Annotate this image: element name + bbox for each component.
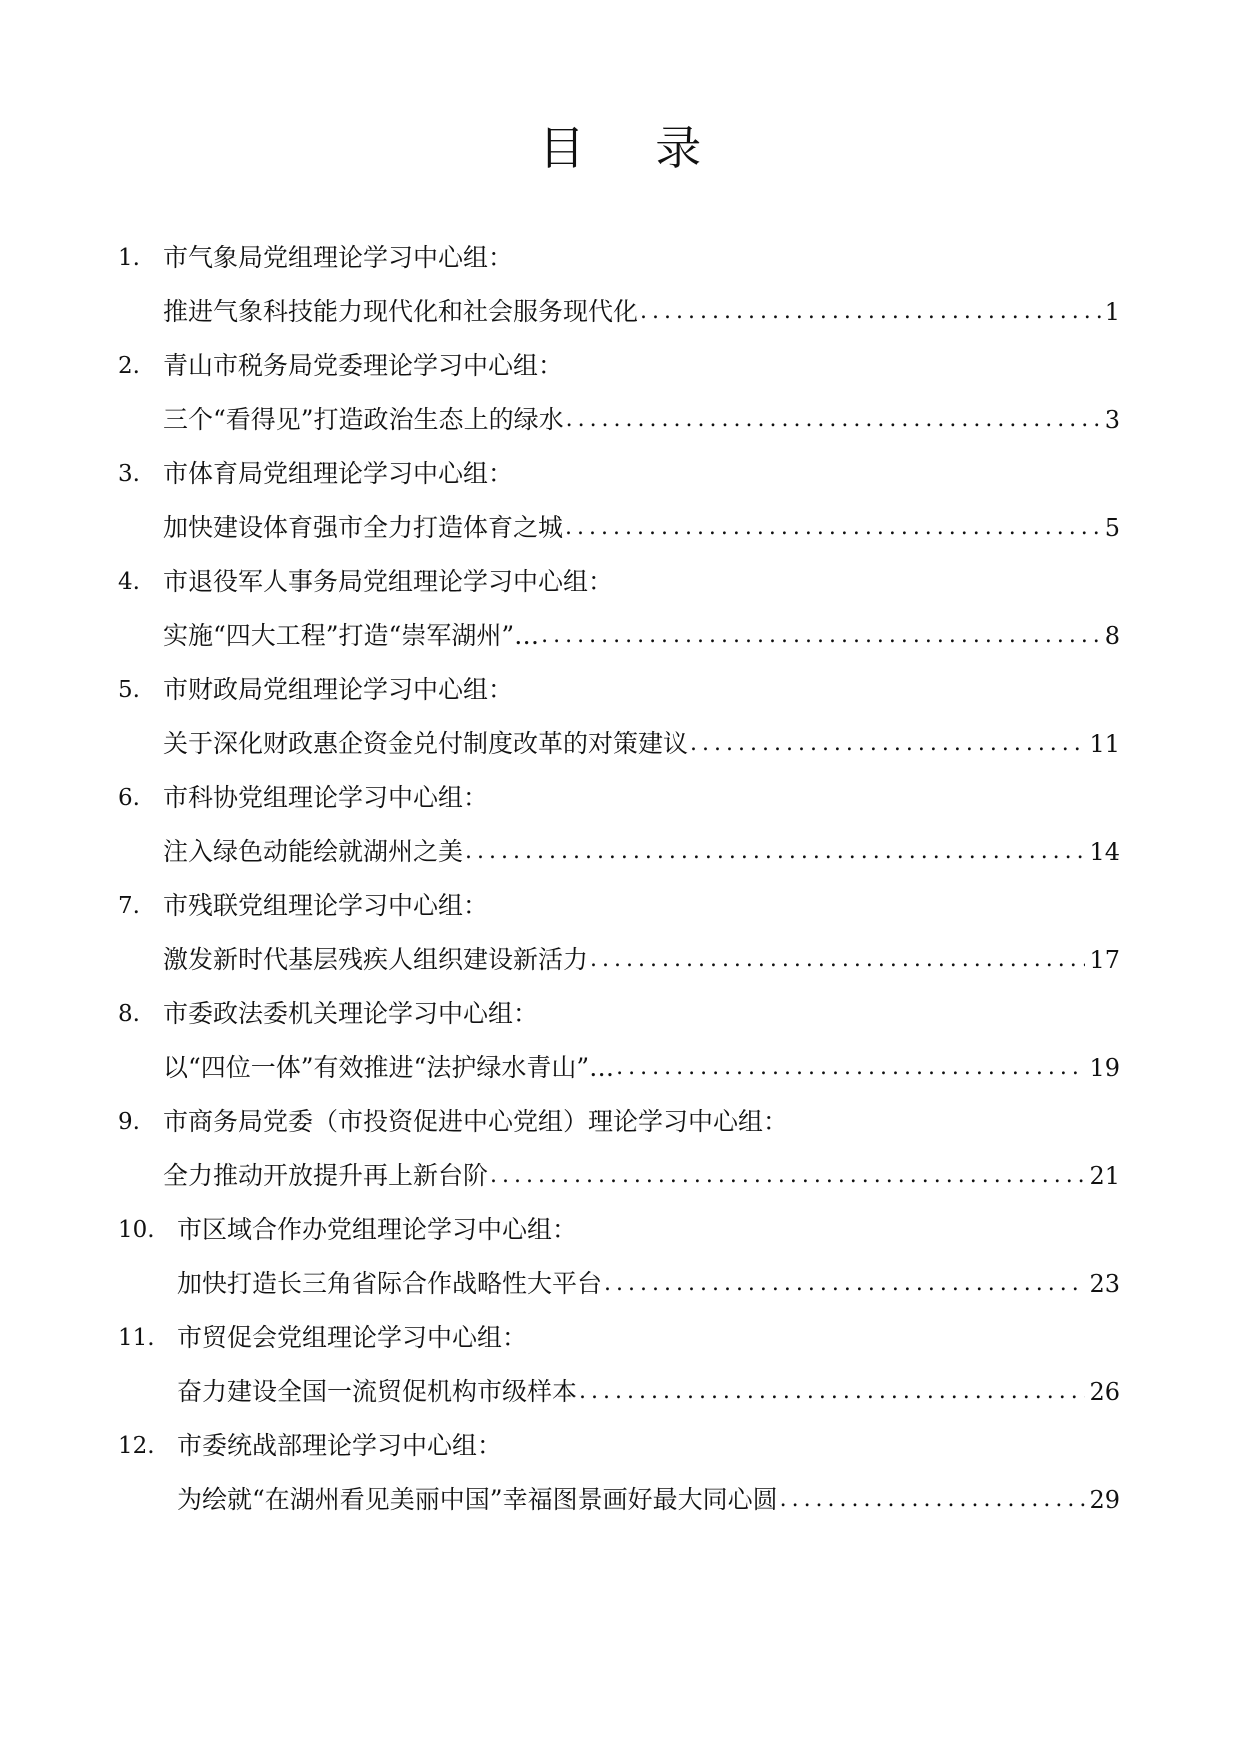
toc-entry-4[interactable] [0, 560, 1240, 668]
dot-leader [614, 1046, 1085, 1090]
page-title: 目 录 [538, 121, 730, 175]
toc-entry-number: 1. [118, 245, 140, 271]
toc-entry-2[interactable] [0, 344, 1240, 452]
toc-entry-organization: 市区域合作办党组理论学习中心组： [177, 1215, 578, 1244]
dot-leader [588, 938, 1085, 982]
toc-entry-page: 19 [1089, 1054, 1120, 1082]
toc-entry-page: 23 [1089, 1270, 1120, 1298]
dot-leader [488, 1154, 1085, 1198]
toc-entry-page: 21 [1089, 1162, 1120, 1190]
toc-entry-number: 10. [118, 1217, 155, 1243]
toc-entry-title[interactable]: 实施“四大工程”打造“崇军湖州”… [163, 621, 540, 650]
toc-entry-organization: 市财政局党组理论学习中心组： [163, 675, 514, 704]
toc-entry-organization: 青山市税务局党委理论学习中心组： [163, 351, 564, 380]
toc-entry-title[interactable]: 关于深化财政惠企资金兑付制度改革的对策建议 [163, 729, 689, 758]
toc-entry-number: 11. [118, 1325, 155, 1351]
toc-entry-number: 5. [118, 677, 140, 703]
toc-entry-organization: 市商务局党委（市投资促进中心党组）理论学习中心组： [163, 1107, 789, 1136]
toc-entry-title[interactable]: 激发新时代基层残疾人组织建设新活力 [163, 945, 589, 974]
toc-entry-title[interactable]: 推进气象科技能力现代化和社会服务现代化 [163, 297, 639, 326]
toc-entry-page: 29 [1089, 1486, 1120, 1514]
toc-entry-10[interactable] [0, 1208, 1240, 1316]
toc-entry-number: 3. [118, 461, 140, 487]
toc-entry-page: 17 [1089, 946, 1120, 974]
toc-entry-organization: 市贸促会党组理论学习中心组： [177, 1323, 528, 1352]
toc-entry-number: 8. [118, 1001, 140, 1027]
dot-leader [638, 290, 1101, 334]
toc-entry-1[interactable] [0, 236, 1240, 344]
dot-leader [602, 1262, 1085, 1306]
table-of-contents [0, 236, 1240, 1532]
toc-entry-5[interactable] [0, 668, 1240, 776]
toc-entry-6[interactable] [0, 776, 1240, 884]
toc-entry-3[interactable] [0, 452, 1240, 560]
toc-entry-title[interactable]: 三个“看得见”打造政治生态上的绿水 [163, 405, 564, 434]
toc-entry-title[interactable]: 加快打造长三角省际合作战略性大平台 [177, 1269, 603, 1298]
dot-leader [463, 830, 1085, 874]
toc-entry-8[interactable] [0, 992, 1240, 1100]
toc-entry-7[interactable] [0, 884, 1240, 992]
toc-entry-12[interactable] [0, 1424, 1240, 1532]
toc-entry-page: 1 [1104, 298, 1120, 326]
toc-entry-number: 4. [118, 569, 140, 595]
dot-leader [577, 1370, 1085, 1414]
toc-entry-page: 3 [1104, 406, 1120, 434]
toc-entry-number: 12. [118, 1433, 155, 1459]
dot-leader [778, 1478, 1086, 1522]
toc-entry-organization: 市体育局党组理论学习中心组： [163, 459, 514, 488]
toc-entry-organization: 市退役军人事务局党组理论学习中心组： [163, 567, 614, 596]
toc-entry-number: 7. [118, 893, 140, 919]
dot-leader [539, 614, 1101, 658]
dot-leader [564, 398, 1101, 442]
dot-leader [563, 506, 1101, 550]
toc-entry-title[interactable]: 注入绿色动能绘就湖州之美 [163, 837, 464, 866]
toc-entry-title[interactable]: 全力推动开放提升再上新台阶 [163, 1161, 489, 1190]
toc-entry-organization: 市委统战部理论学习中心组： [177, 1431, 503, 1460]
dot-leader [688, 722, 1085, 766]
toc-entry-title[interactable]: 以“四位一体”有效推进“法护绿水青山”… [163, 1053, 615, 1082]
toc-entry-organization: 市科协党组理论学习中心组： [163, 783, 489, 812]
toc-entry-organization: 市残联党组理论学习中心组： [163, 891, 489, 920]
toc-entry-title[interactable]: 为绘就“在湖州看见美丽中国”幸福图景画好最大同心圆 [177, 1485, 778, 1514]
toc-entry-number: 9. [118, 1109, 140, 1135]
toc-entry-page: 26 [1089, 1378, 1120, 1406]
toc-entry-title[interactable]: 奋力建设全国一流贸促机构市级样本 [177, 1377, 578, 1406]
toc-entry-title[interactable]: 加快建设体育强市全力打造体育之城 [163, 513, 564, 542]
toc-entry-number: 6. [118, 785, 140, 811]
toc-entry-organization: 市委政法委机关理论学习中心组： [163, 999, 539, 1028]
toc-entry-page: 14 [1089, 838, 1120, 866]
toc-entry-page: 5 [1104, 514, 1120, 542]
toc-entry-9[interactable] [0, 1100, 1240, 1208]
toc-entry-number: 2. [118, 353, 140, 379]
toc-entry-page: 8 [1104, 622, 1120, 650]
toc-entry-organization: 市气象局党组理论学习中心组： [163, 243, 514, 272]
toc-entry-page: 11 [1089, 730, 1120, 758]
toc-entry-11[interactable] [0, 1316, 1240, 1424]
